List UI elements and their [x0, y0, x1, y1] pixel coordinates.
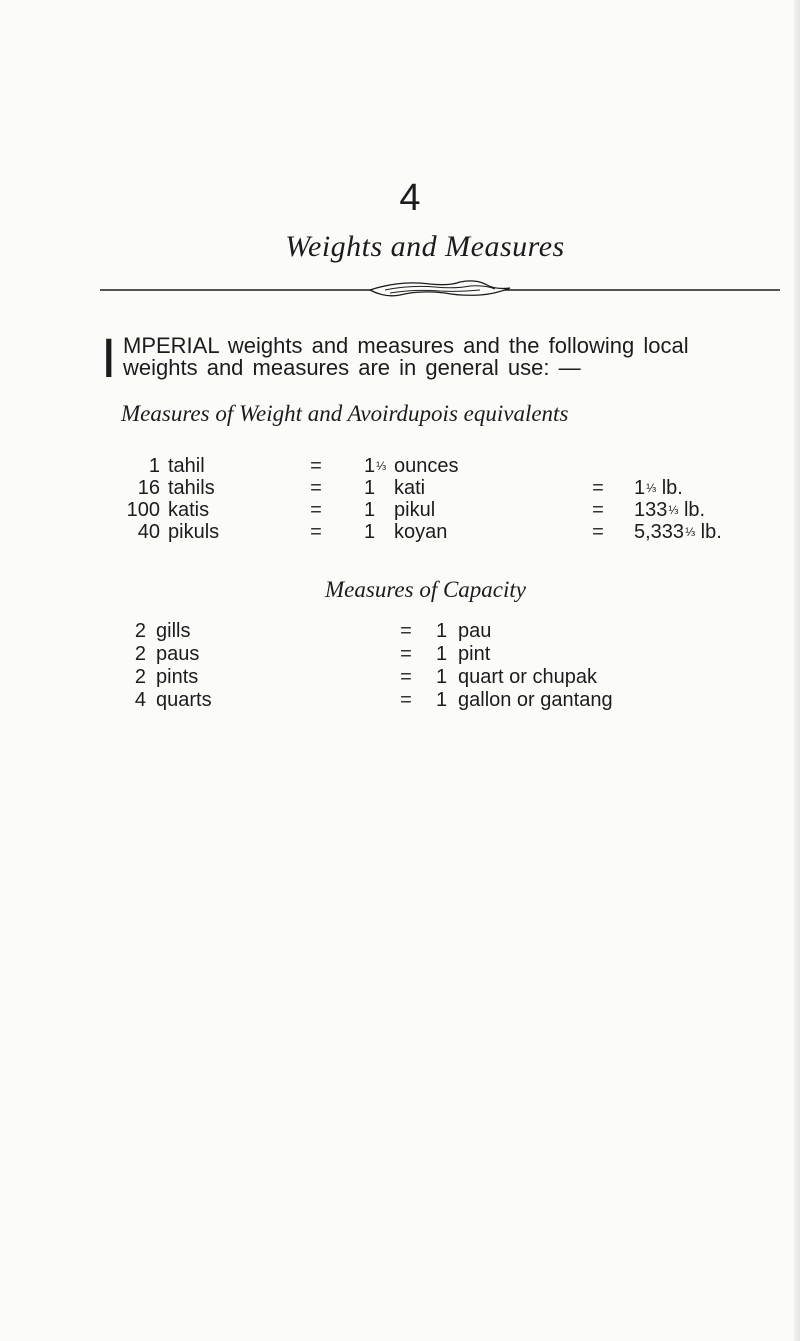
unit: tahils: [168, 477, 215, 499]
result-value: 1: [364, 499, 376, 521]
chapter-title: Weights and Measures: [285, 230, 565, 263]
equals-sign: =: [400, 620, 412, 642]
qty: 1: [148, 455, 160, 477]
avoirdupois-value: 5,333⅓ lb.: [634, 521, 722, 543]
avoirdupois-value: [634, 455, 635, 477]
intro-line-2: weights and measures are in general use: —: [123, 355, 581, 380]
result-unit: koyan: [394, 521, 448, 543]
result-value: 1: [364, 521, 376, 543]
ornamental-rule: [100, 274, 780, 304]
result-unit: ounces: [394, 455, 459, 477]
result-unit: kati: [394, 477, 426, 499]
qty: 4: [134, 689, 146, 711]
page-edge-shadow: [794, 0, 800, 1341]
qty: 40: [137, 521, 160, 543]
result-unit: pau: [458, 620, 492, 642]
equals-sign: =: [310, 455, 322, 477]
unit: tahil: [168, 455, 205, 477]
unit: pikuls: [168, 521, 220, 543]
avoirdupois-value: 1⅓ lb.: [634, 477, 683, 499]
unit: pints: [156, 666, 199, 688]
capacity-section-heading: Measures of Capacity: [325, 577, 527, 602]
result-unit: gallon or gantang: [458, 689, 613, 711]
qty: 16: [137, 477, 160, 499]
result-value: 1⅓: [364, 455, 387, 477]
result-value: 1: [436, 689, 448, 711]
equals-sign: =: [310, 477, 322, 499]
page-number: 4: [399, 177, 421, 219]
result-value: 1: [436, 666, 448, 688]
equals-sign-2: =: [592, 499, 604, 521]
result-value: 1: [436, 620, 448, 642]
equals-sign: =: [310, 499, 322, 521]
equals-sign: =: [400, 689, 412, 711]
unit: paus: [156, 643, 200, 665]
equals-sign: =: [400, 666, 412, 688]
qty: 100: [126, 499, 160, 521]
equals-sign: =: [400, 643, 412, 665]
drop-cap: I: [101, 326, 117, 389]
unit: katis: [168, 499, 210, 521]
intro-line-1: MPERIAL weights and measures and the following local: [123, 333, 689, 358]
equals-sign-2: =: [592, 477, 604, 499]
result-unit: quart or chupak: [458, 666, 597, 688]
equals-sign-2: =: [592, 521, 604, 543]
weight-section-heading: Measures of Weight and Avoirdupois equivalents: [121, 401, 569, 426]
unit: quarts: [156, 689, 212, 711]
qty: 2: [134, 643, 146, 665]
equals-sign: =: [310, 521, 322, 543]
qty: 2: [134, 666, 146, 688]
unit: gills: [156, 620, 191, 642]
result-value: 1: [436, 643, 448, 665]
avoirdupois-value: 133⅓ lb.: [634, 499, 706, 521]
qty: 2: [134, 620, 146, 642]
result-unit: pikul: [394, 499, 436, 521]
result-value: 1: [364, 477, 376, 499]
result-unit: pint: [458, 643, 491, 665]
